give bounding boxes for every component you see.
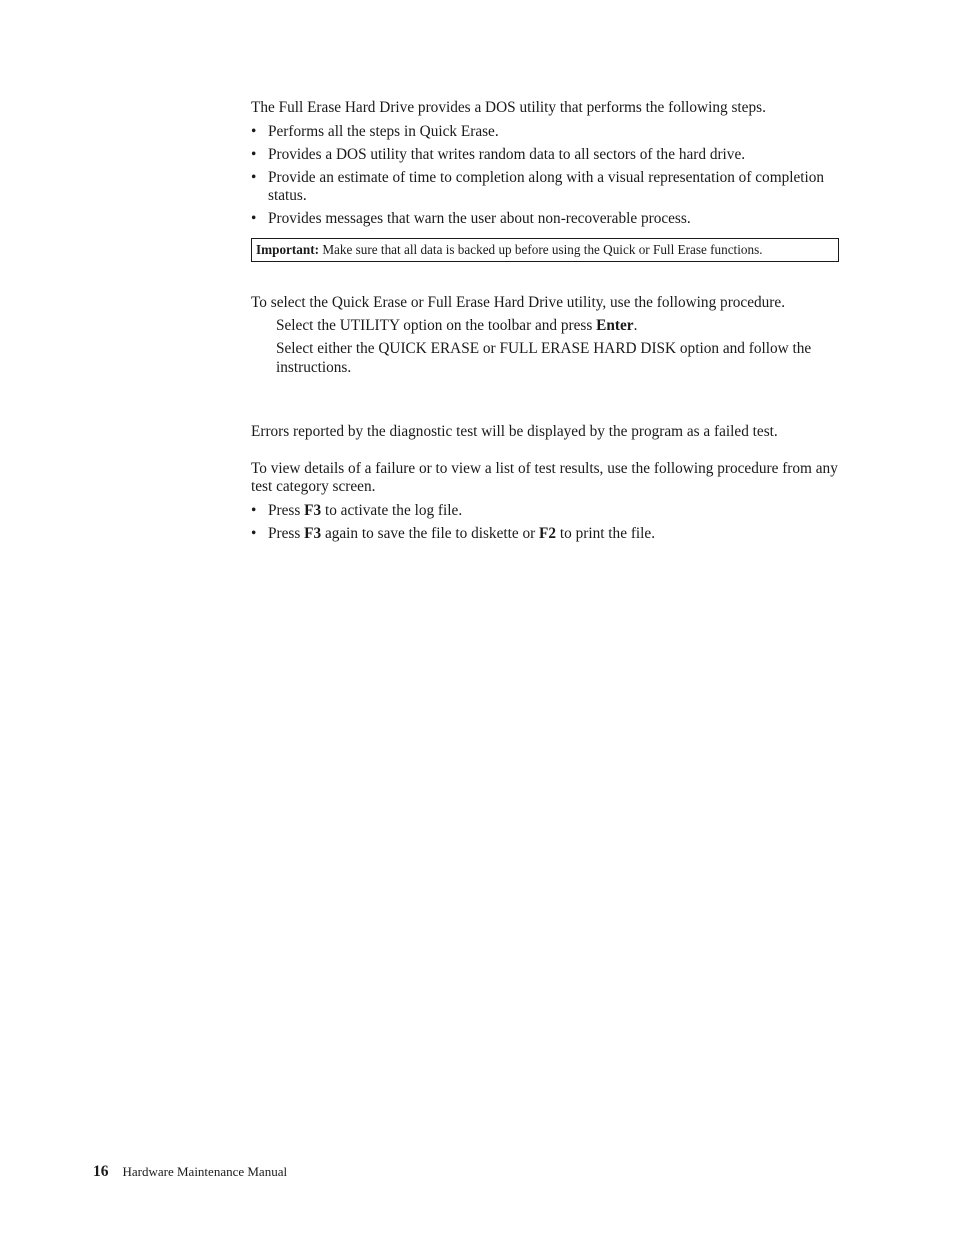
full-erase-steps-list <box>251 123 839 229</box>
f2-key: F2 <box>539 524 557 542</box>
important-notice <box>251 238 839 262</box>
bullet-icon: • <box>251 122 257 140</box>
list-item: • Provides a DOS utility that writes random data to all sectors of the hard drive. <box>251 145 746 163</box>
list-item: • Press F3 to activate the log file. <box>251 501 463 519</box>
procedure-steps <box>251 317 839 377</box>
errors-paragraph: Errors reported by the diagnostic test will be displayed by the program as a failed test. <box>251 423 778 440</box>
intro-paragraph: The Full Erase Hard Drive provides a DOS utility that performs the following steps. <box>251 99 766 116</box>
bullet-icon: • <box>251 168 257 186</box>
enter-key: Enter <box>596 317 634 334</box>
list-item: • Provides messages that warn the user about non-recoverable process. <box>251 210 691 227</box>
f3-key: F3 <box>304 501 322 519</box>
view-details-list <box>251 502 839 544</box>
page-footer <box>93 1163 287 1181</box>
list-item: • Provide an estimate of time to completion along with a visual representation of completion status. <box>251 168 825 204</box>
bullet-icon: • <box>251 210 257 227</box>
page-number: 16 <box>93 1163 109 1180</box>
bullet-icon: • <box>251 501 257 519</box>
important-text: Make sure that all data is backed up before using the Quick or Full Erase functions. <box>322 241 763 257</box>
page-content <box>251 99 839 548</box>
bullet-icon: • <box>251 524 257 542</box>
manual-title: Hardware Maintenance Manual <box>122 1164 288 1179</box>
f3-key: F3 <box>304 524 322 542</box>
bullet-icon: • <box>251 145 257 163</box>
procedure-step-2: Select either the QUICK ERASE or FULL ERASE HARD DISK option and follow the instructions. <box>276 340 812 376</box>
procedure-intro: To select the Quick Erase or Full Erase Hard Drive utility, use the following procedure. <box>251 293 786 311</box>
procedure-step-1: Select the UTILITY option on the toolbar and press Enter. <box>276 317 638 334</box>
important-label: Important: <box>256 241 320 257</box>
list-item: • Press F3 again to save the file to diskette or F2 to print the file. <box>251 524 656 542</box>
list-item: • Performs all the steps in Quick Erase. <box>251 122 499 140</box>
view-details-intro: To view details of a failure or to view a list of test results, use the following procedure from any test category screen. <box>251 459 838 495</box>
